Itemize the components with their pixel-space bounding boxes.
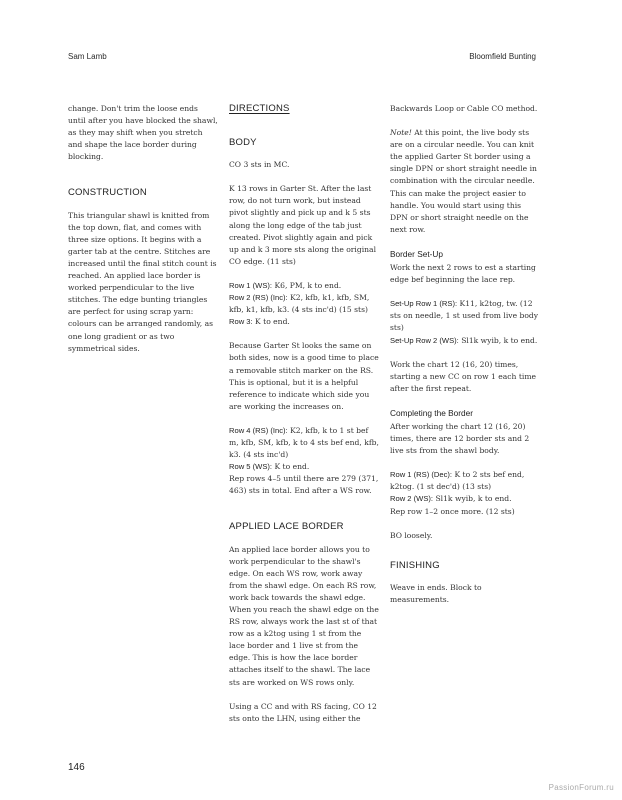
column-right	[390, 103, 540, 618]
rows-1-3	[229, 280, 379, 328]
note-text: At this point, the live body sts are on a circular needle. You can knit the applied Garter St border using a single DPN or short straight needle in combination with the circular needle. This can make the project easier to handle. You would start using this DPN or short straight needle on the next row.	[390, 128, 537, 234]
row-text: K2, kfb, k to 1 st bef m, kfb, SM, kfb, k to 4 sts bef end, kfb, k3. (4 sts inc'd)	[229, 425, 379, 460]
decrease-rows	[390, 469, 540, 517]
cast-on-method: Backwards Loop or Cable CO method.	[390, 104, 538, 113]
row-label: Row 3:	[229, 317, 253, 327]
row-text: K to end.	[252, 317, 290, 327]
page-number: 146	[68, 762, 85, 773]
column-left	[68, 103, 218, 367]
lace-border-heading: APPLIED LACE BORDER	[229, 521, 344, 533]
intro-paragraph: change. Don't trim the loose ends until after you have blocked the shawl, as they may shift when you stretch and shape the lace border during blocking.	[68, 104, 218, 162]
bind-off-instruction: BO loosely.	[390, 530, 433, 540]
header-title: Bloomfield Bunting	[469, 52, 536, 61]
row-text: Sl1k wyib, k to end.	[458, 335, 538, 345]
row-text: Sl1k wyib, k to end.	[433, 494, 512, 504]
chart-paragraph: Work the chart 12 (16, 20) times, starting a new CC on row 1 each time after the first repeat.	[390, 359, 537, 393]
row-text: K11, k2tog, tw. (12 sts on needle, 1 st used from live body sts)	[390, 299, 539, 333]
body-heading: BODY	[229, 137, 257, 149]
row-label: Row 2 (RS) (Inc):	[229, 293, 288, 303]
cc-cast-on-paragraph: Using a CC and with RS facing, CO 12 sts onto the LHN, using either the	[229, 701, 377, 723]
column-middle	[229, 103, 379, 737]
row-label: Row 1 (RS) (Dec):	[390, 470, 453, 480]
row-label: Set-Up Row 2 (WS):	[390, 335, 459, 345]
finishing-paragraph: Weave in ends. Block to measurements.	[390, 582, 482, 604]
finishing-heading: FINISHING	[390, 559, 440, 571]
stitch-marker-paragraph: Because Garter St looks the same on both sides, now is a good time to place a removable stitch marker on the RS. This is optional, but it is a helpful reference to indicate which side you are working the increases on.	[229, 341, 379, 411]
note-paragraph	[390, 127, 540, 236]
repeat-instruction: Rep row 1–2 once more. (12 sts)	[390, 506, 515, 516]
row-text: K to 2 sts bef end, k2tog. (1 st dec'd) (13 sts)	[390, 470, 525, 492]
border-setup-paragraph: Work the next 2 rows to est a starting edge bef beginning the lace rep.	[390, 263, 536, 285]
repeat-instruction: Rep rows 4–5 until there are 279 (371, 463) sts in total. End after a WS row.	[229, 474, 379, 496]
row-label: Row 2 (WS):	[390, 494, 434, 504]
watermark: PassionForum.ru	[548, 783, 614, 792]
row-label: Row 4 (RS) (Inc):	[229, 425, 288, 435]
row-label: Set-Up Row 1 (RS):	[390, 299, 458, 309]
row-text: K2, kfb, k1, kfb, SM, kfb, k1, kfb, k3. (4 sts inc'd) (15 sts)	[229, 293, 370, 315]
row-label: Row 1 (WS):	[229, 280, 273, 290]
border-setup-heading: Border Set-Up	[390, 248, 444, 259]
completing-border-paragraph: After working the chart 12 (16, 20) times, there are 12 border sts and 2 live sts from the shawl body.	[390, 421, 530, 456]
construction-heading: CONSTRUCTION	[68, 187, 147, 199]
rows-4-5	[229, 425, 379, 498]
row-text: K6, PM, k to end.	[272, 280, 342, 290]
completing-border-heading: Completing the Border	[390, 407, 474, 418]
lace-border-paragraph: An applied lace border allows you to work perpendicular to the shawl's edge. On each WS row, work away from the shawl edge. On each RS row, work back towards the shawl edge. When you reach the shawl edge on the RS row, always work the last st of that row as a k2tog using 1 st from the lace border and 1 live st from the edge. This is how the lace border attaches itself to the shawl. The lace sts are worked on WS rows only.	[229, 544, 379, 687]
header-author: Sam Lamb	[68, 52, 107, 61]
construction-paragraph: This triangular shawl is knitted from the top down, flat, and comes with three size options. It begins with a garter tab at the centre. Stitches are increased until the final stitch count is reached. An applied lace border is worked perpendicular to the live stitches. The edge bunting triangles are perfect for using scrap yarn: colours can be arranged randomly, as one long gradient or as two symmetrical sides.	[68, 210, 217, 353]
row-label: Row 5 (WS):	[229, 462, 273, 472]
note-label: Note!	[390, 128, 412, 138]
cast-on-instruction: CO 3 sts in MC.	[229, 160, 290, 170]
directions-heading: DIRECTIONS	[229, 103, 290, 114]
setup-rows	[390, 298, 540, 346]
garter-tab-instruction: K 13 rows in Garter St. After the last row, do not turn work, but instead pivot slightly and pick up and k 5 sts along the long edge of the tab just created. Pivot slightly again and pick up and k 3 more sts along the original CO edge. (11 sts)	[229, 184, 376, 266]
row-text: K to end.	[272, 462, 310, 472]
